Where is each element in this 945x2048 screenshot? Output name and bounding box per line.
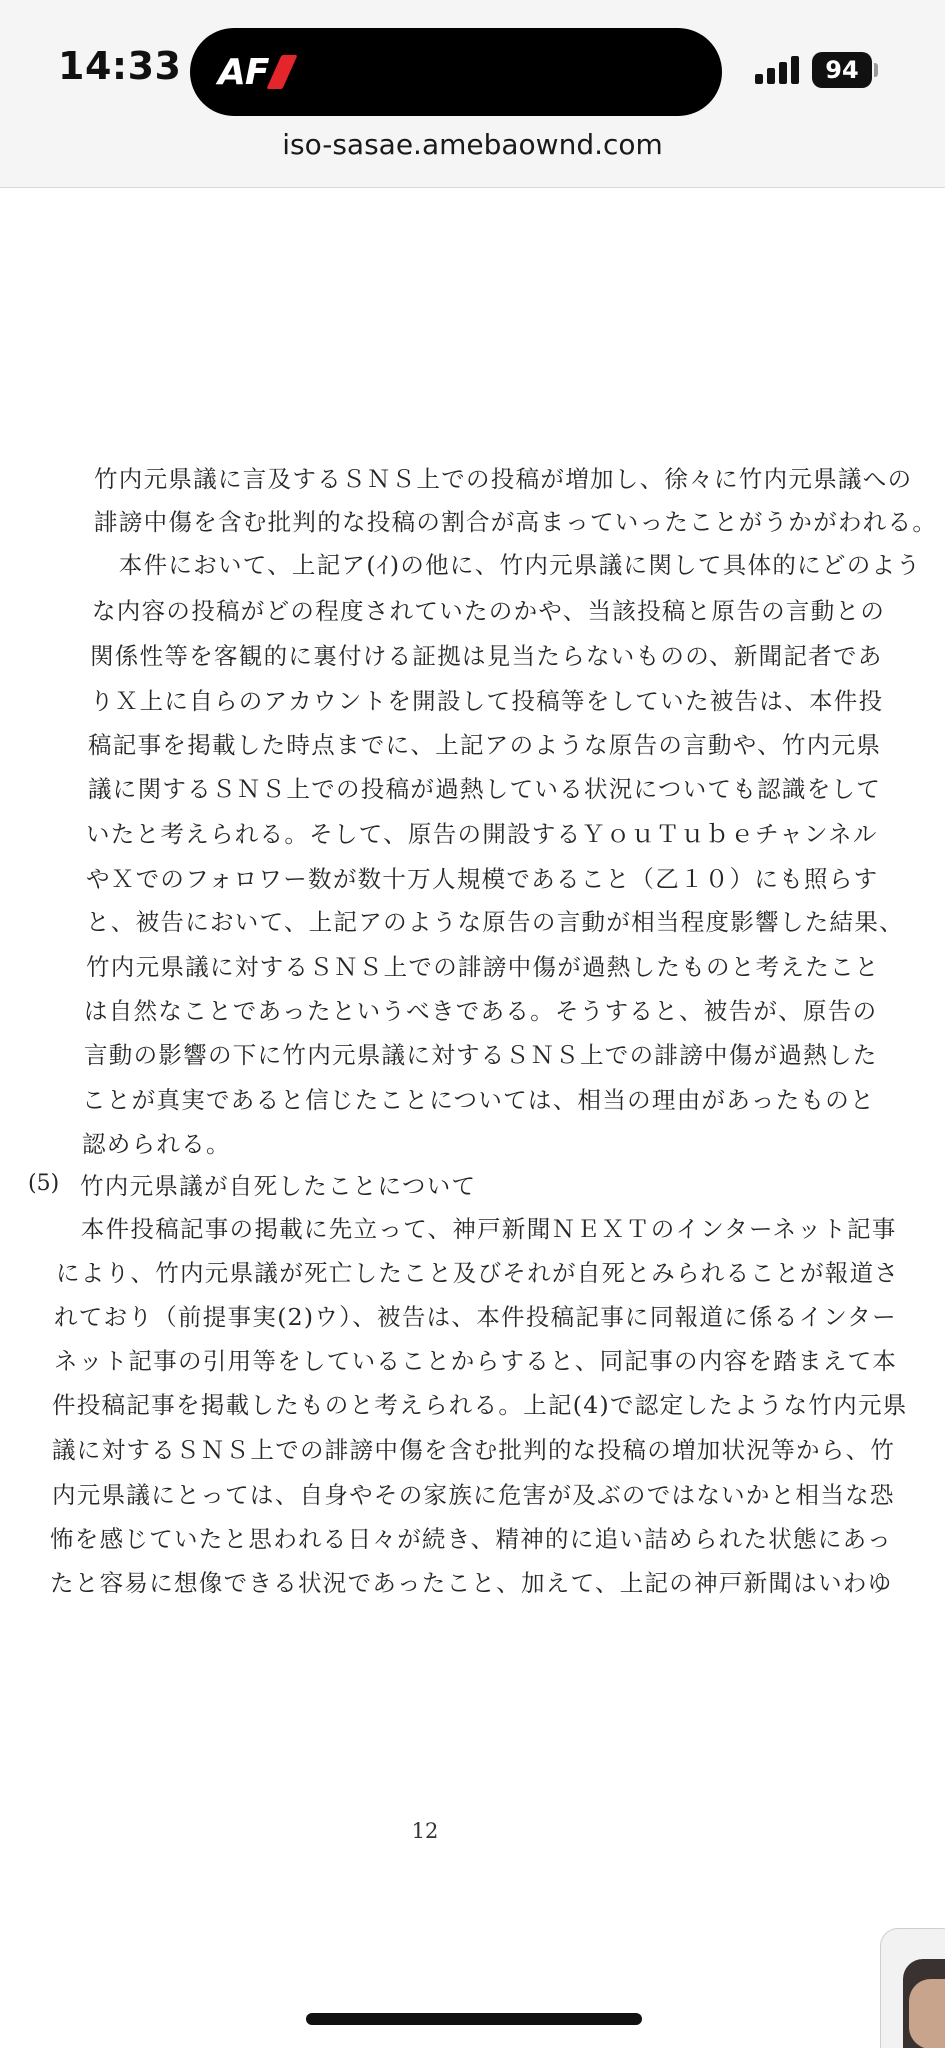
doc-line: ことが真実であると信じたことについては、相当の理由があったものと bbox=[82, 1086, 875, 1114]
doc-line: いたと考えられる。そして、原告の開設するＹｏｕＴｕｂｅチャンネル bbox=[86, 820, 878, 848]
floating-video-thumbnail[interactable] bbox=[880, 1928, 945, 2048]
doc-line: 本件において、上記ア(ｲ)の他に、竹内元県議に関して具体的にどのよう bbox=[94, 551, 922, 579]
doc-line: と、被告において、上記アのような原告の言動が相当程度影響した結果、 bbox=[86, 908, 904, 936]
page-number: 12 bbox=[411, 1819, 439, 1843]
af-slash-mark bbox=[267, 55, 298, 89]
doc-line: 内元県議にとっては、自身やその家族に危害が及ぶのではないかと相当な恐 bbox=[52, 1481, 895, 1509]
doc-line: 議に対するＳＮＳ上での誹謗中傷を含む批判的な投稿の増加状況等から、竹 bbox=[52, 1436, 896, 1464]
doc-line: 竹内元県議に言及するＳＮＳ上での投稿が増加し、徐々に竹内元県議への bbox=[94, 465, 913, 493]
home-indicator[interactable] bbox=[306, 2013, 642, 2025]
doc-line: 言動の影響の下に竹内元県議に対するＳＮＳ上での誹謗中傷が過熱した bbox=[84, 1041, 878, 1069]
af-logo-text: AF bbox=[218, 51, 269, 93]
doc-line: 本件投稿記事の掲載に先立って、神戸新聞ＮＥＸＴのインターネット記事 bbox=[56, 1215, 897, 1243]
section-number: (5) bbox=[28, 1171, 60, 1196]
signal-icon bbox=[755, 56, 799, 84]
battery-icon bbox=[812, 52, 872, 88]
battery-tip bbox=[874, 63, 878, 77]
document-page bbox=[0, 189, 945, 2048]
doc-line: ネット記事の引用等をしていることからすると、同記事の内容を踏まえて本 bbox=[54, 1347, 898, 1375]
doc-line: 怖を感じていたと思われる日々が続き、精神的に追い詰められた状態にあっ bbox=[50, 1525, 893, 1553]
doc-line: 認められる。 bbox=[82, 1130, 231, 1158]
browser-chrome bbox=[0, 0, 945, 188]
doc-line: 関係性等を客観的に裏付ける証拠は見当たらないものの、新聞記者であ bbox=[90, 642, 883, 670]
doc-line: 稿記事を掲載した時点までに、上記アのような原告の言動や、竹内元県 bbox=[88, 731, 882, 759]
address-bar-url[interactable]: iso-sasae.amebaownd.com bbox=[282, 128, 663, 161]
doc-line: 竹内元県議に対するＳＮＳ上での誹謗中傷が過熱したものと考えたこと bbox=[86, 953, 880, 981]
doc-line: は自然なことであったというべきである。そうすると、被告が、原告の bbox=[84, 997, 878, 1025]
battery-level: 94 bbox=[825, 56, 859, 84]
doc-line: 件投稿記事を掲載したものと考えられる。上記(4)で認定したような竹内元県 bbox=[52, 1391, 908, 1419]
doc-line: れており（前提事実(2)ウ）、被告は、本件投稿記事に同報道に係るインター bbox=[54, 1303, 897, 1331]
doc-line: やＸでのフォロワー数が数十万人規模であること（乙１０）にも照らす bbox=[86, 865, 879, 893]
af-logo-icon bbox=[218, 50, 290, 94]
doc-line: 誹謗中傷を含む批判的な投稿の割合が高まっていったことがうかがわれる。 bbox=[94, 508, 938, 536]
doc-line: 議に関するＳＮＳ上での投稿が過熱している状況についても認識をして bbox=[88, 775, 882, 803]
status-time: 14:33 bbox=[58, 44, 182, 88]
doc-line: たと容易に想像できる状況であったこと、加えて、上記の神戸新聞はいわゆ bbox=[50, 1569, 893, 1597]
dynamic-island[interactable] bbox=[190, 28, 722, 116]
section-title: 竹内元県議が自死したことについて bbox=[80, 1172, 477, 1200]
thumbnail-face bbox=[909, 1979, 945, 2048]
doc-line: りＸ上に自らのアカウントを開設して投稿等をしていた被告は、本件投 bbox=[90, 687, 884, 715]
doc-line: な内容の投稿がどの程度されていたのかや、当該投稿と原告の言動との bbox=[92, 597, 886, 625]
doc-line: により、竹内元県議が死亡したこと及びそれが自死とみられることが報道さ bbox=[56, 1259, 900, 1287]
